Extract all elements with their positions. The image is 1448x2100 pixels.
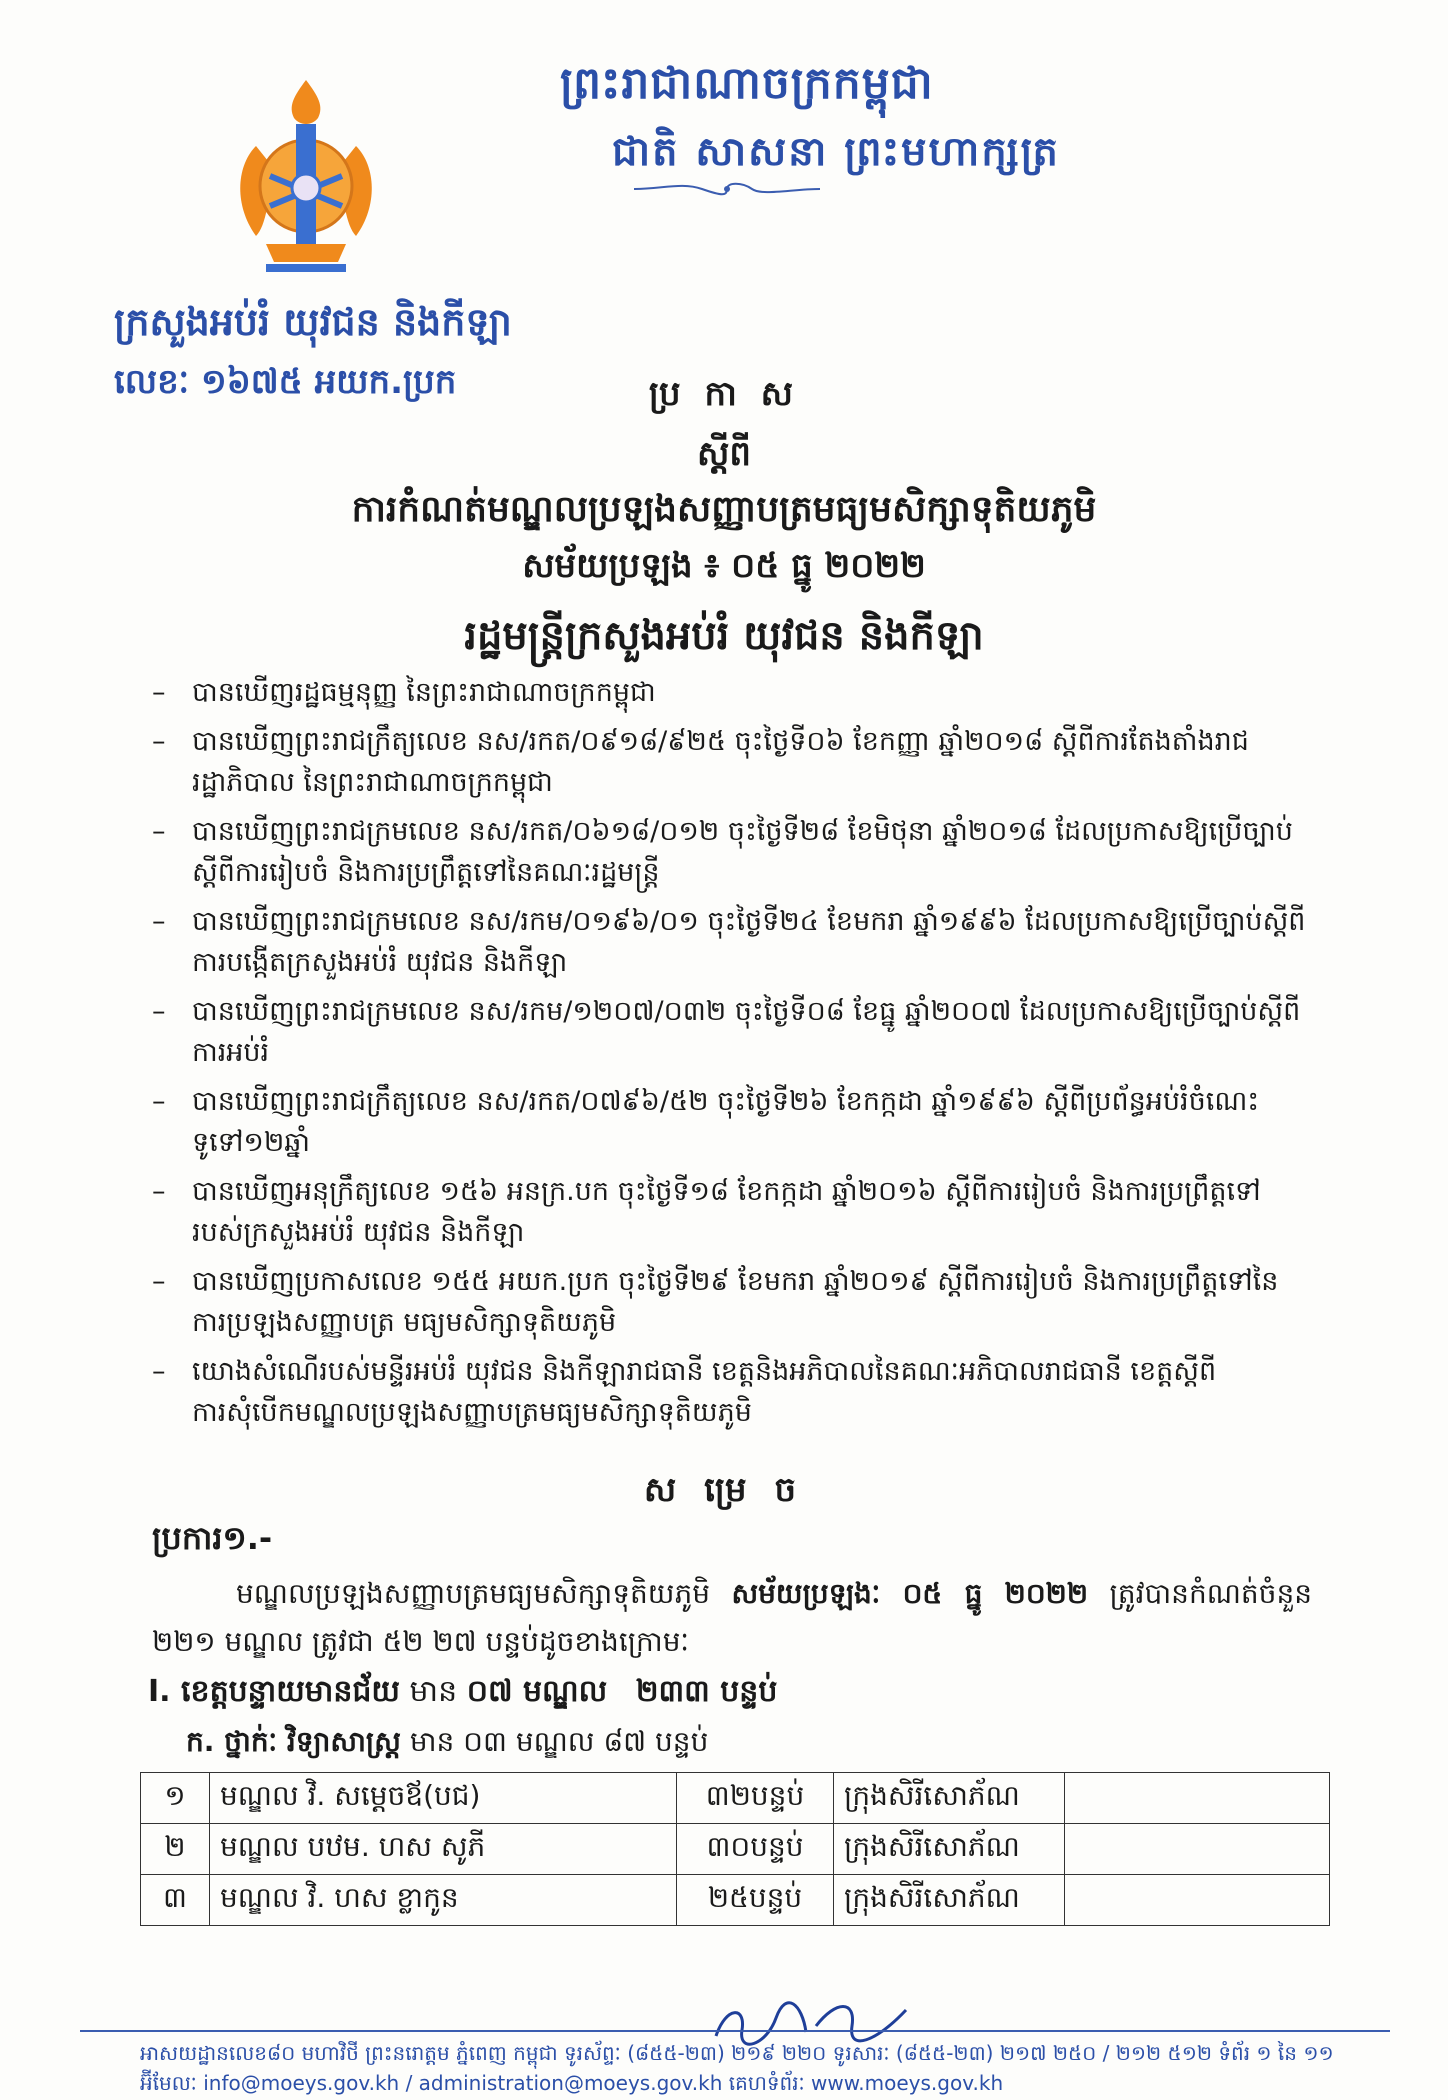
- list-item: – បានឃើញព្រះរាជក្រឹត្យលេខ នស/រកត/០៧៩៦/៥២ ចុះថ្ងៃទី២៦ ខែកក្កដា ឆ្នាំ១៩៩៦ ស្ដីពីប្រព័ន្ធអប់រំចំណេះទូទៅ១២ឆ្នាំ: [152, 1086, 1260, 1158]
- room-count: ២៥បន្ទប់: [677, 1875, 834, 1926]
- row-number: ២: [141, 1824, 210, 1875]
- exam-session: សម័យប្រឡង ៖ ០៥ ធ្នូ ២០២២: [522, 546, 926, 586]
- center-name: មណ្ឌល វិ. សម្ដេចឪ(បជ): [210, 1773, 677, 1824]
- list-item: – បានឃើញព្រះរាជក្រមលេខ នស/រកត/០៦១៨/០១២ ចុះថ្ងៃទី២៨ ខែមិថុនា ឆ្នាំ២០១៨ ដែលប្រកាសឱ្យប្រើច្បាប់ស្ដីពីការរៀបចំ និងការប្រព្រឹត្តទៅនៃគណៈរដ្ឋមន្ត្រី: [152, 816, 1293, 888]
- table-row: [141, 1824, 1330, 1875]
- room-count: ៣០បន្ទប់: [677, 1824, 834, 1875]
- list-item: – យោងសំណើរបស់មន្ទីរអប់រំ យុវជន និងកីឡារាជធានី ខេត្តនិងអភិបាលនៃគណៈអភិបាលរាជធានី ខេត្តស្ដីពីការសុំបើកមណ្ឌលប្រឡងសញ្ញាបត្រមធ្យមសិក្សាទុតិយភូមិ: [152, 1356, 1217, 1428]
- list-item: – បានឃើញអនុក្រឹត្យលេខ ១៥៦ អនក្រ.បក ចុះថ្ងៃទី១៨ ខែកក្កដា ឆ្នាំ២០១៦ ស្ដីពីការរៀបចំ និងការប្រព្រឹត្តទៅរបស់ក្រសួងអប់រំ យុវជន និងកីឡា: [152, 1176, 1261, 1248]
- decision-heading: ស ម្រេ ច: [643, 1470, 805, 1510]
- footer-address: អាសយដ្ឋានលេខ៨០ មហាវិថី ព្រះនរោត្តម ភ្នំពេញ កម្ពុជា ទូរស័ព្ទៈ (៨៥៥-២៣) ២១៩ ២២០ ទូរសារៈ (៨៥៥-២៣) ២១៧ ២៥០ / ២១២ ៥១២ ទំព័រ ១ នៃ ១១ អ៊ីមែលៈ info@moeys.gov.kh / administration@moeys.gov.kh គេហទំព័រៈ www.moeys.gov.kh: [140, 2041, 1334, 2095]
- center-note: [1065, 1824, 1330, 1875]
- issuer-title: រដ្ឋមន្ត្រីក្រសួងអប់រំ យុវជន និងកីឡា: [464, 613, 984, 659]
- list-item: – បានឃើញព្រះរាជក្រឹត្យលេខ នស/រកត/០៩១៨/៩២៥ ចុះថ្ងៃទី០៦ ខែកញ្ញា ឆ្នាំ២០១៨ ស្ដីពីការតែងតាំងរាជរដ្ឋាភិបាល នៃព្រះរាជាណាចក្រកម្ពុជា: [152, 726, 1249, 798]
- table-row: [141, 1875, 1330, 1926]
- center-city: ក្រុងសិរីសោភ័ណ: [834, 1824, 1065, 1875]
- center-name: មណ្ឌល បឋម. ហស សូភី: [210, 1824, 677, 1875]
- list-item: – បានឃើញព្រះរាជក្រមលេខ នស/រកម/០១៩៦/០១ ចុះថ្ងៃទី២៤ ខែមករា ឆ្នាំ១៩៩៦ ដែលប្រកាសឱ្យប្រើច្បាប់ស្ដីពីការបង្កើតក្រសួងអប់រំ យុវជន និងកីឡា: [152, 906, 1306, 978]
- kingdom-title: ព្រះរាជាណាចក្រកម្ពុជា: [560, 58, 934, 109]
- list-item: – បានឃើញព្រះរាជក្រមលេខ នស/រកម/១២០៧/០៣២ ចុះថ្ងៃទី០៨ ខែធ្នូ ឆ្នាំ២០០៧ ដែលប្រកាសឱ្យប្រើច្បាប់ស្ដីពីការអប់រំ: [152, 996, 1301, 1068]
- exam-centers-table: [140, 1772, 1330, 1926]
- article-1-heading: ប្រការ១.-: [152, 1519, 273, 1557]
- room-count: ៣២បន្ទប់: [677, 1773, 834, 1824]
- title-about: ស្ដីពី: [697, 434, 751, 474]
- reference-number: លេខៈ ១៦៧៥ អយក.ប្រក: [114, 362, 457, 402]
- center-city: ក្រុងសិរីសោភ័ណ: [834, 1773, 1065, 1824]
- level-heading: ក. ថ្នាក់ៈ វិទ្យាសាស្ត្រ មាន ០៣ មណ្ឌល ៨៧ បន្ទប់: [186, 1725, 709, 1758]
- document-subject: ការកំណត់មណ្ឌលប្រឡងសញ្ញាបត្រមធ្យមសិក្សាទុតិយភូមិ: [351, 489, 1097, 530]
- ministry-name: ក្រសួងអប់រំ យុវជន និងកីឡា: [114, 300, 512, 344]
- province-heading: I. ខេត្តបន្ទាយមានជ័យ មាន ០៧ មណ្ឌល ២៣៣ បន្ទប់: [148, 1674, 778, 1709]
- considerations-list: [152, 672, 1312, 1441]
- center-city: ក្រុងសិរីសោភ័ណ: [834, 1875, 1065, 1926]
- center-note: [1065, 1875, 1330, 1926]
- table-row: [141, 1773, 1330, 1824]
- national-motto: ជាតិ សាសនា ព្រះមហាក្សត្រ: [612, 129, 1060, 175]
- article-1-body: មណ្ឌលប្រឡងសញ្ញាបត្រមធ្យមសិក្សាទុតិយភូមិ សម័យប្រឡងៈ ០៥ ធ្នូ ២០២២ ត្រូវបានកំណត់ចំនួន ២២១ មណ្ឌល ត្រូវជា ៥២ ២៧ បន្ទប់ដូចខាងក្រោមៈ: [152, 1577, 1312, 1658]
- ministry-emblem-icon: [226, 76, 386, 276]
- list-item: – បានឃើញរដ្ឋធម្មនុញ្ញ នៃព្រះរាជាណាចក្រកម្ពុជា: [152, 677, 656, 708]
- footer-divider: [80, 2030, 1390, 2032]
- center-name: មណ្ឌល វិ. ហស ខ្លាកូន: [210, 1875, 677, 1926]
- row-number: ៣: [141, 1875, 210, 1926]
- center-note: [1065, 1773, 1330, 1824]
- document-type: ប្រ កា ស: [648, 374, 800, 414]
- footer-contact: អ៊ីមែលៈ info@moeys.gov.kh / administration@moeys.gov.kh គេហទំព័រៈ www.moeys.gov.kh: [140, 2071, 1004, 2095]
- row-number: ១: [141, 1773, 210, 1824]
- list-item: – បានឃើញប្រកាសលេខ ១៥៥ អយក.ប្រក ចុះថ្ងៃទី២៩ ខែមករា ឆ្នាំ២០១៩ ស្ដីពីការរៀបចំ និងការប្រព្រឹត្តទៅនៃការប្រឡងសញ្ញាបត្រ មធ្យមសិក្សាទុតិយភូមិ: [152, 1266, 1279, 1338]
- divider-ornament-icon: [632, 178, 822, 200]
- page-number: ទំព័រ ១ នៃ ១១: [1218, 2041, 1334, 2065]
